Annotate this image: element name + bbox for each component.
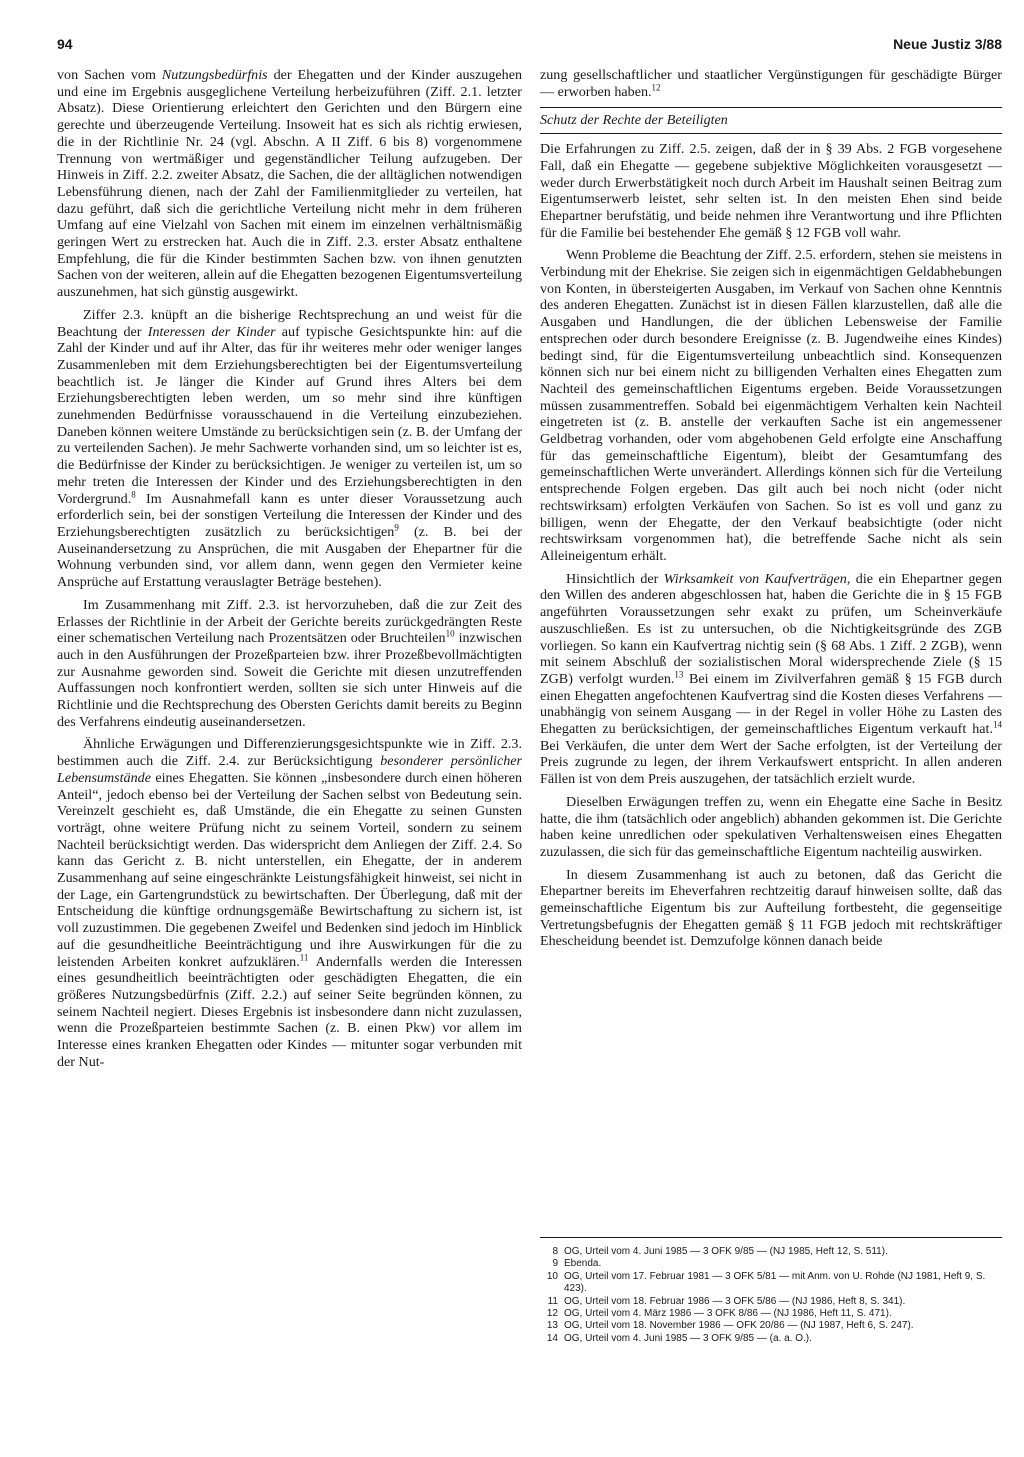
footnote-number: 13 (546, 1320, 558, 1332)
paragraph-text: Im Ausnahmefall kann es unter dieser Voraussetzung auch erforderlich sein, bei der sonstigen Verteilung die Interessen der Kinder und des Erziehungsberechtigten zusätzlich zu berücksichtigen (57, 490, 522, 540)
footnote-number: 12 (546, 1308, 558, 1320)
paragraph (57, 67, 522, 301)
right-column-text-top (540, 67, 1002, 100)
paragraph-text: Ähnliche Erwägungen und Differenzierungsgesichtspunkte wie in Ziff. 2.3. bestimmen auch die Ziff. 2.4. zur Berücksichtigung (57, 736, 522, 770)
paragraph (540, 867, 1002, 951)
paragraph-text: Dieselben Erwägungen treffen zu, wenn ein Ehegatte eine Sache in Besitz hatte, die ihm (tatsächlich oder angeblich) abhanden gekommen ist. Die Gerichte haben keine unredlichen oder spekulativen Verhaltensweisen eines Ehegatten zuzulassen, die sich für das gemeinschaftliche Eigentum nachteilig auswirken. (540, 793, 1002, 860)
paragraph (57, 307, 522, 591)
footnote-divider (540, 1237, 1002, 1238)
footnote-text: OG, Urteil vom 4. Juni 1985 — 3 OFK 9/85 — (a. a. O.). (564, 1332, 812, 1344)
footnotes (540, 1237, 1002, 1345)
paragraph-text: (z. B. bei der Auseinandersetzung zu Ansprüchen, die mit Ausgaben der Ehepartner für die Wohnung verbunden sind, vor allem dann, wenn gegen den Vermieter keine Ansprüche auf Erstattung verauslagter Beträge bestehen). (57, 523, 522, 591)
footnote-list (540, 1246, 1002, 1345)
paragraph-text: Hinsichtlich der (566, 570, 664, 587)
footnote-item (540, 1246, 1002, 1258)
paragraph (540, 67, 1002, 100)
footnote-text: OG, Urteil vom 4. Juni 1985 — 3 OFK 9/85 — (NJ 1985, Heft 12, S. 511). (564, 1246, 888, 1257)
footnote-item (540, 1333, 1002, 1345)
section-heading: Schutz der Rechte der Beteiligten (540, 107, 1002, 134)
footnote-item (540, 1308, 1002, 1320)
right-column-text-bottom (540, 141, 1002, 950)
footnote-reference: 12 (651, 82, 661, 93)
paragraph-text: der Ehegatten und der Kinder auszugehen und eine im Ergebnis ausgeglichene Verteilung herbeizuführen (Ziff. 2.1. letzter Absatz). Diese Orientierung erleichtert den Gerichten und den Bürgern eine gerechte und überzeugende Verteilung. Insoweit hat es sich als richtig erwiesen, die in der Richtlinie Nr. 24 (vgl. Abschn. A II Ziff. 6 bis 8) vorgenommene Trennung von wertmäßiger und gegenständlicher Teilung aufzugeben. Der Hinweis in Ziff. 2.2. zweiter Absatz, die Sachen, die der alltäglichen notwendigen Lebensführung dienen, nach der Zahl der Familienmitglieder zu verteilen, hat dazu geführt, daß sich die gerichtliche Verteilung nicht mehr in dem früheren Umfang auf eine Vielzahl von Sachen mit einem im einzelnen verhältnismäßig geringen Wert zu erstrecken hat. Auch die in Ziff. 2.3. erster Absatz enthaltene Empfehlung, die für die Kinder bestimmten Sachen bzw. von ihnen genutzten Sachen von der weiteren, allein auf die Ehegatten bezogenen Eigentumsverteilung auszunehmen, hat sich günstig ausgewirkt. (57, 67, 522, 301)
footnote-reference: 11 (299, 951, 309, 962)
footnote-reference: 9 (394, 522, 399, 533)
footnote-item (540, 1296, 1002, 1308)
page-number: 94 (57, 36, 73, 52)
paragraph-text: eines Ehegatten. Sie können „insbesondere durch einen höheren Anteil“, jedoch ebenso bei der Verteilung der Sachen selbst von Bedeutung sein. Vereinzelt geschieht es, daß Umstände, die ein Ehegatte zu seinen Gunsten vorträgt, ohne weitere Prüfung nicht zu seinem Vorteil, sondern zu seinem Nachteil berücksichtigt werden. Das widerspricht dem Anliegen der Ziff. 2.4. So kann das Gericht z. B. nicht unterstellen, ein Ehegatte, der in anderem Zusammenhang auf seine eingeschränkte Leistungsfähigkeit hinweist, sei nicht in der Lage, ein Gartengrundstück zu bewirtschaften. Der Überlegung, daß mit der Entscheidung die künftige ordnungsgemäße Bewirtschaftung zu sichern ist, ist voll zuzustimmen. Die gegebenen Zweifel und Bedenken sind jedoch im Hinblick auf die gesundheitliche Beeinträchtigung und ihre Auswirkungen für die zu leistenden Arbeiten konkret aufzuklären. (57, 769, 522, 970)
footnote-text: OG, Urteil vom 17. Februar 1981 — 3 OFK 5/81 — mit Anm. von U. Rohde (NJ 1981, Heft 9, S. 423). (564, 1270, 986, 1295)
paragraph (540, 141, 1002, 241)
footnote-text: OG, Urteil vom 18. Februar 1986 — 3 OFK 5/86 — (NJ 1986, Heft 8, S. 341). (564, 1295, 906, 1307)
paragraph (57, 736, 522, 1070)
paragraph-text: von Sachen vom (57, 67, 162, 83)
footnote-number: 10 (546, 1270, 558, 1282)
footnote-text: OG, Urteil vom 4. März 1986 — 3 OFK 8/86 — (NJ 1986, Heft 11, S. 471). (564, 1308, 892, 1320)
paragraph-text: Andernfalls werden die Interessen eines gesundheitlich beeinträchtigten oder geschädigten Ehegatten, die ein größeres Nutzungsbedürfnis (Ziff. 2.2.) auf seiner Seite begründen können, zu seinem Nachteil negiert. Dieses Ergebnis ist insbesondere dann nicht zuzulassen, wenn die Prozeßparteien bestimmte Sachen (z. B. einen Pkw) vor allem im Interesse eines kranken Ehegatten oder Kindes — mitunter sogar verbunden mit der Nut- (57, 953, 522, 1070)
footnote-item (540, 1320, 1002, 1332)
paragraph (540, 571, 1002, 788)
footnote-reference: 14 (993, 719, 1002, 730)
page-header (57, 36, 1002, 56)
paragraph-text: , die ein Ehepartner gegen den Willen des anderen abgeschlossen hat, haben die Gerichte die in § 15 FGB angeführten Voraussetzungen sehr exakt zu prüfen, um Scheinverkäufe auszuschließen. Es ist zu untersuchen, ob die Nichtigkeitsgründe des ZGB vorliegen. So kann ein Kaufvertrag nichtig sein (§ 68 Abs. 1 Ziff. 2 ZGB), wenn mit seinem Abschluß der sozialistischen Moral widersprechende Ziele (§ 15 ZGB) verfolgt wurden. (540, 570, 1002, 687)
footnote-item (540, 1258, 1002, 1270)
right-column (540, 67, 1002, 956)
footnote-text: OG, Urteil vom 18. November 1986 — OFK 20/86 — (NJ 1987, Heft 6, S. 247). (564, 1320, 914, 1332)
paragraph-text: Bei einem im Zivilverfahren gemäß § 15 FGB durch einen Ehegatten angefochtenen Kaufvertrag sind die Kosten dieses Verfahrens — unabhängig von seinem Ausgang — in der Regel in voller Höhe zu Lasten des Ehegatten zu berücksichtigen, der gemeinschaftliches Eigentum verkauft hat. (540, 670, 1002, 738)
paragraph (57, 597, 522, 731)
footnote-number: 11 (547, 1295, 558, 1307)
footnote-text: Ebenda. (564, 1258, 602, 1270)
paragraph-text: Im Zusammenhang mit Ziff. 2.3. ist hervorzuheben, daß die zur Zeit des Erlasses der Richtlinie in der Arbeit der Gerichte bereits zurückgedrängten Reste einer schematischen Verteilung nach Prozentsätzen oder Bruchteilen (57, 596, 522, 647)
paragraph-text: zung gesellschaftlicher und staatlicher Vergünstigungen für geschädigte Bürger — erworben haben. (540, 67, 1002, 100)
footnote-number: 9 (552, 1258, 558, 1270)
footnote-number: 14 (546, 1332, 558, 1344)
journal-issue: Neue Justiz 3/88 (893, 36, 1002, 52)
emphasis-text: Interessen der Kinder (147, 323, 276, 340)
paragraph-text: In diesem Zusammenhang ist auch zu betonen, daß das Gericht die Ehepartner bereits im Eheverfahren rechtzeitig darauf hinweisen sollte, daß das gemeinschaftliche Eigentum bis zur Aufteilung fortbesteht, die gegenseitige Vertretungsbefugnis der Ehegatten gemäß § 11 FGB jedoch mit rechtskräftiger Ehescheidung beendet ist. Demzufolge können danach beide (540, 866, 1002, 950)
emphasis-text: Wirksamkeit von Kaufverträgen (663, 570, 847, 587)
footnote-reference: 13 (674, 669, 684, 680)
footnote-number: 8 (552, 1246, 558, 1257)
paragraph (540, 247, 1002, 564)
paragraph-text: Wenn Probleme die Beachtung der Ziff. 2.5. erfordern, stehen sie meistens in Verbindung mit der Ehekrise. Sie zeigen sich in eigenmächtigen Geldabhebungen von Konten, in übersteigerten Ausgaben, im Verkauf von Sachen ohne Kenntnis des anderen Ehegatten. Zunächst ist in diesen Fällen klarzustellen, daß alle die Ausgaben und Handlungen, die der üblichen Lebensweise der Familie entsprechen oder durch besondere Ereignisse (z. B. Jugendweihe eines Kindes) bedingt sind, für die Eigentumsverteilung unbeachtlich sind. Konsequenzen können sich nur bei einem nicht zu billigenden Verhalten eines Ehegatten zum Nachteil des gemeinschaftlichen Eigentums ergeben. Beide Voraussetzungen müssen zusammentreffen. Sobald bei eigenmächtigem Verhalten kein Nachteil eingetreten ist (z. B. anstelle der verkauften Sache ist ein angemessener Geldbetrag vorhanden, oder vom abgehobenen Geld erfolgte eine Anschaffung für das gemeinschaftliche Eigentum), bleibt der Gesamtumfang des gemeinschaftlichen Werte unverändert. Allerdings können sich für die Verteilung entsprechende Folgen ergeben. Das gilt auch bei noch nicht (oder nicht rechtswirksam) erfolgten Verkäufen von Sachen. So ist es voll und ganz zu billigen, wenn der Ehegatte, der den Verkauf beabsichtigte (oder nicht rechtswirksam vorgenommen hat), die betreffende Sache nicht als sein Alleineigentum erhält. (540, 247, 1002, 564)
footnote-reference: 10 (445, 628, 455, 639)
paragraph-text: Ziffer 2.3. knüpft an die bisherige Rechtsprechung an und weist für die Beachtung der (57, 306, 522, 340)
emphasis-text: Nutzungsbedürfnis (161, 67, 268, 83)
footnote-item (540, 1271, 1002, 1296)
left-column (57, 67, 522, 1076)
paragraph-text: auf typische Gesichtspunkte hin: auf die Zahl der Kinder und auf ihr Alter, das für ihr weiteres mehr oder weniger langes Zusammenleben mit dem Erziehungsberechtigten bei der Eigentumsverteilung beachtlich ist. Je länger die Kinder auf Grund ihres Alters bei dem Erziehungsberechtigten leben werden, um so mehr sind ihre künftigen zunehmenden Bedürfnisse vorausschauend in die Verteilung einzubeziehen. Daneben können weitere Umstände zu berücksichtigen sein (z. B. der Umfang der zu verteilenden Sachen). Je mehr Sachwerte vorhanden sind, um so leichter ist es, die Bedürfnisse der Kinder zu berücksichtigen. Je weniger zu verteilen ist, um so mehr treten die Interessen der Kinder und des Erziehungsberechtigten in den Vordergrund. (57, 323, 522, 507)
left-column-text (57, 67, 522, 1070)
paragraph-text: Die Erfahrungen zu Ziff. 2.5. zeigen, daß der in § 39 Abs. 2 FGB vorgesehene Fall, daß ein Ehegatte — gegebene subjektive Möglichkeiten vorausgesetzt — weder durch Erwerbstätigkeit noch durch Arbeit im Haushalt seinen Beitrag zum Eigentumserwerb leistet, sehr selten ist. In den meisten Ehen sind beide Ehepartner berufstätig, und beide nehmen ihre Verantwortung und ihre Pflichten für die Familie bei bestehender Ehe gemäß § 12 FGB voll wahr. (540, 141, 1002, 241)
paragraph-text: Bei Verkäufen, die unter dem Wert der Sache erfolgten, ist der Verteilung der Preis zugrunde zu legen, der ihrem Verkaufswert entspricht. In allen anderen Fällen ist von dem Preis auszugehen, der tatsächlich erzielt wurde. (540, 737, 1002, 788)
emphasis-text: besonderer persönlicher Lebensumstände (57, 753, 522, 786)
paragraph (540, 794, 1002, 861)
footnote-reference: 8 (131, 488, 136, 499)
paragraph-text: inzwischen auch in den Ausführungen der Prozeßparteien bzw. ihrer Prozeßbevollmächtigten zur Ausnahme geworden sind. Soweit die Gerichte mit diesen unzutreffenden Auffassungen noch konfrontiert werden, sollten sie sich unter Hinweis auf die Richtlinie und die Rechtsprechung des Obersten Gerichts damit bereits zu Beginn des Verfahrens eindeutig auseinandersetzen. (57, 630, 522, 730)
